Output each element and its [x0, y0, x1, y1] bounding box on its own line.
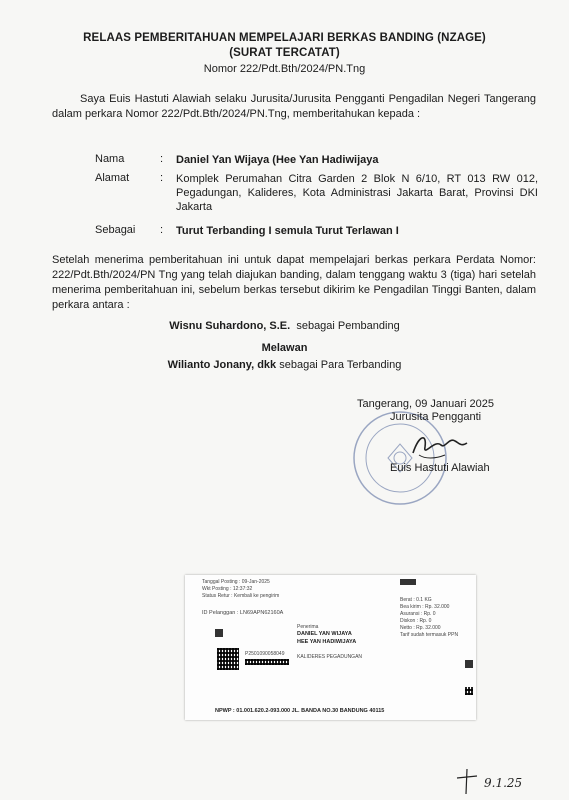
sebagai-label: Sebagai — [95, 224, 136, 236]
qr-code-icon — [217, 648, 239, 670]
receipt-asuransi: Asuransi : Rp. 0 — [400, 611, 436, 617]
intro-paragraph: Saya Euis Hastuti Alawiah selaku Jurusita/Jurusita Pengganti Pengadilan Negeri Tangerang dalam perkara Nomor 222/Pdt.Bth/2024/PN.Tng, memberitahukan kepada : — [52, 93, 536, 120]
document-subtitle: (SURAT TERCATAT) — [229, 47, 340, 59]
receipt-penerima-label: Penerima — [297, 624, 319, 630]
receipt-bea-kirim: Bea kirim : Rp. 32.000 — [400, 604, 450, 610]
receipt-berat: Berat : 0.1 KG — [400, 597, 432, 603]
nama-label: Nama — [95, 153, 125, 165]
receipt-status-retur: Status Retur : Kembali ke pengirim — [202, 593, 280, 599]
terbanding-line — [0, 359, 569, 371]
document-number: Nomor 222/Pdt.Bth/2024/PN.Tng — [203, 63, 366, 75]
body-paragraph: Setelah menerima pemberitahuan ini untuk dapat mempelajari berkas perkara Perdata Nomor: 222/Pdt.Bth/2024/PN Tng yang telah diajukan banding, dalam tenggang waktu 3 (tiga) hari setelah menerima pemberitahuan ini, sebelum berkas tersebut dikirim ke Pengadilan Tinggi Banten, dalam perkara antara : — [52, 254, 536, 311]
sign-position: Jurusita Pengganti — [390, 411, 482, 423]
pembanding-line — [0, 320, 569, 332]
receipt-npwp: NPWP : 01.001.620.2-093.000 JL. BANDA NO.30 BANDUNG 40115 — [215, 708, 385, 714]
qr-code-small-icon — [465, 687, 473, 695]
pembanding-role: sebagai Pembanding — [296, 320, 400, 332]
nama-value: Daniel Yan Wijaya (Hee Yan Hadiwijaya — [176, 154, 379, 166]
sebagai-colon: : — [160, 224, 164, 236]
pembanding-name: Wisnu Suhardono, S.E. — [169, 320, 291, 332]
pos-logo-icon — [400, 579, 416, 585]
receipt-penerima-address: KALIDERES PEGADUNGAN — [297, 654, 363, 660]
nama-colon: : — [160, 153, 164, 165]
handwritten-tick-mark — [452, 766, 482, 796]
receipt-tarif-note: Tarif sudah termasuk PPN — [400, 632, 459, 638]
terbanding-role: sebagai Para Terbanding — [279, 359, 402, 371]
receipt-netto: Netto : Rp. 32.000 — [400, 625, 441, 631]
sign-name: Euis Hastuti Alawiah — [390, 462, 490, 474]
receipt-posting-date: Tanggal Posting : 09-Jan-2025 — [202, 579, 270, 585]
handwritten-date-note: 9.1.25 — [484, 776, 523, 790]
alamat-value: Komplek Perumahan Citra Garden 2 Blok N 6/10, RT 013 RW 012, Pegadungan, Kalideres, Kota Administrasi Jakarta Barat, Provinsi DKI Jakarta — [176, 173, 538, 213]
receipt-barcode-number: P2501090058049 — [245, 651, 285, 657]
receipt-diskon: Diskon : Rp. 0 — [400, 618, 432, 624]
versus-label: Melawan — [261, 342, 308, 354]
receipt-posting-time: Wkt Posting : 12:37:32 — [202, 586, 253, 592]
barcode-icon — [245, 659, 289, 665]
document-title: RELAAS PEMBERITAHUAN MEMPELAJARI BERKAS BANDING (NZAGE) — [83, 32, 486, 44]
receipt-penerima-name2: HEE YAN HADIWIJAYA — [297, 639, 357, 645]
sign-place-date: Tangerang, 09 Januari 2025 — [357, 398, 494, 410]
home-icon — [465, 660, 473, 668]
postal-receipt — [185, 575, 476, 720]
terbanding-name: Wilianto Jonany, dkk — [167, 359, 277, 371]
receipt-id-pelanggan: ID Pelanggan : LN69APN62160A — [202, 610, 284, 616]
handwritten-signature — [405, 425, 475, 465]
sebagai-value: Turut Terbanding I semula Turut Terlawan I — [176, 225, 399, 237]
alamat-colon: : — [160, 172, 164, 184]
alamat-label: Alamat — [95, 172, 130, 184]
checkbox-icon — [215, 629, 223, 637]
receipt-penerima-name1: DANIEL YAN WIJAYA — [297, 631, 352, 637]
